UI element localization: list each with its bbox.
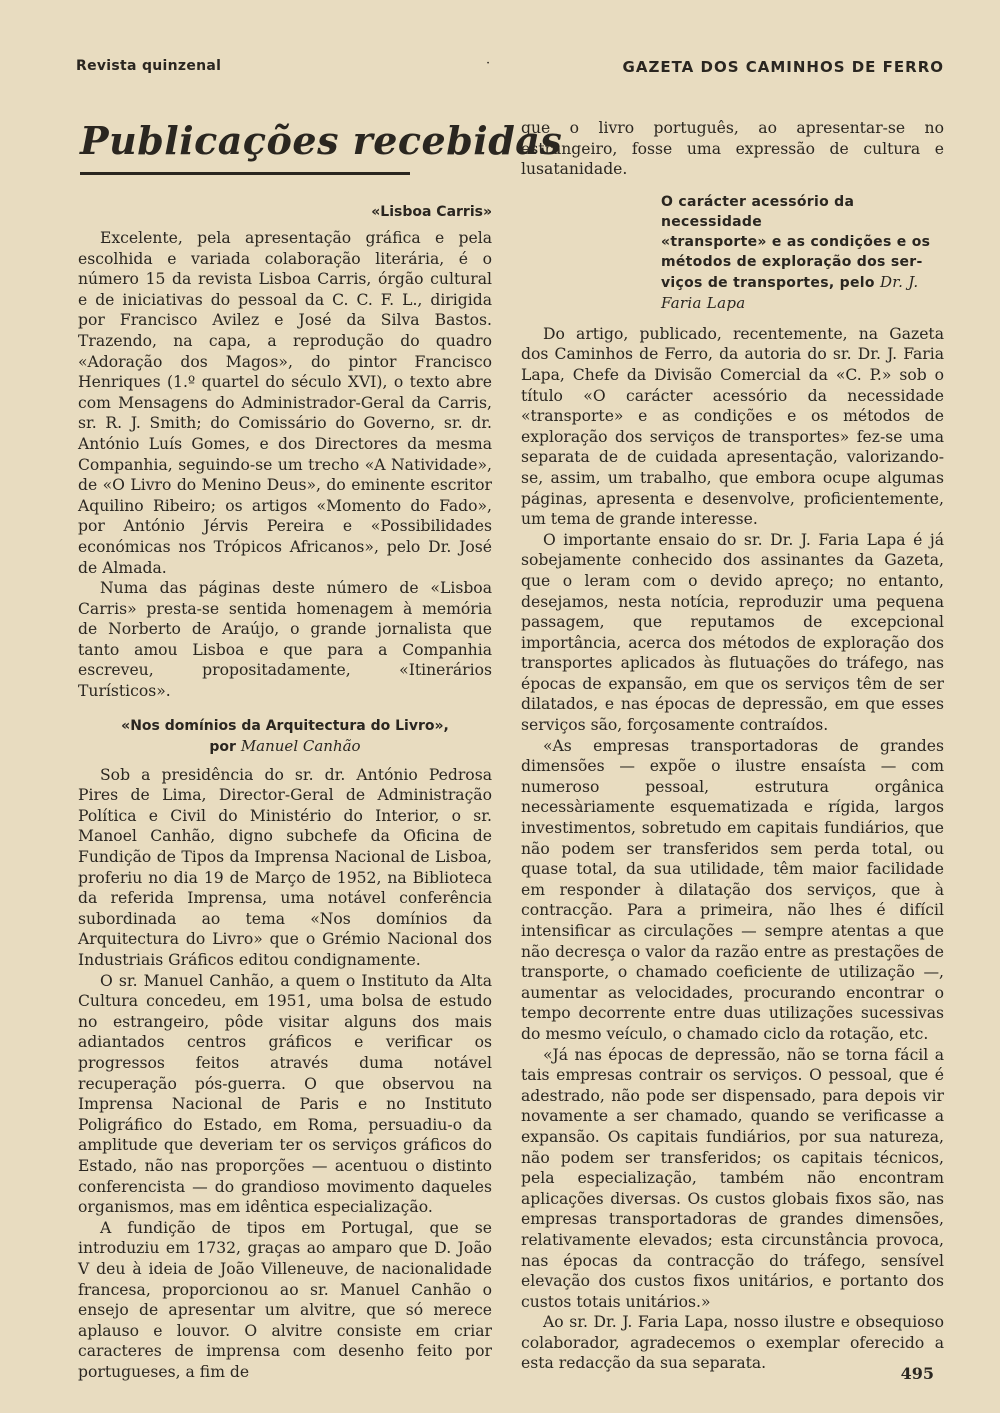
title-underline bbox=[80, 172, 410, 175]
heading-line: O carácter acessório da necessidade bbox=[661, 193, 855, 230]
paragraph: Do artigo, publicado, recentemente, na Gazeta dos Caminhos de Ferro, da autoria do sr. Dr. J. Faria Lapa, Chefe da Divisão Comercial da «C. P.» sob o título «O carácter acessório da necessidade «transporte» e as condições e os métodos de exploração dos serviços de transportes» fez-se uma separata de de cuidada apresentação, valorizando-se, assim, um trabalho, que embora ocupe algumas páginas, apresenta e desenvolve, proficientemente, um tema de grande interesse. bbox=[521, 324, 944, 529]
section-heading-caracter-acessorio bbox=[661, 192, 944, 314]
section-heading-lisboa-carris: «Lisboa Carris» bbox=[371, 204, 492, 220]
page-number: 495 bbox=[900, 1364, 934, 1383]
paragraph: Sob a presidência do sr. dr. António Pedrosa Pires de Lima, Director-Geral de Administração Política e Civil do Ministério do Interior, o sr. Manoel Canhão, digno subchefe da Oficina de Fundição de Tipos da Imprensa Nacional de Lisboa, proferiu no dia 19 de Março de 1952, na Biblioteca da referida Imprensa, uma notável conferência subordinada ao tema «Nos domínios da Arquitectura do Livro» que o Grémio Nacional dos Industriais Gráficos editou condignamente. bbox=[78, 765, 492, 969]
paragraph: O sr. Manuel Canhão, a quem o Instituto da Alta Cultura concedeu, em 1951, uma bolsa de estudo no estrangeiro, pôde visitar alguns dos mais adiantados centros gráficos e verificar os progressos feitos através duma notável recuperação pós-guerra. O que observou na Imprensa Nacional de Paris e no Instituto Poligráfico do Estado, em Roma, persuadiu-o da amplitude que deveriam ter os serviços gráficos do Estado, não nas proporções — acentuou o distinto conferencista — do grandioso movimento daqueles organismos, mas em idêntica especialização. bbox=[78, 971, 492, 1217]
header-separator: · bbox=[486, 56, 491, 71]
heading-line: métodos de exploração dos ser- bbox=[661, 253, 923, 270]
running-header-left: Revista quinzenal bbox=[76, 58, 222, 74]
paragraph: Ao sr. Dr. J. Faria Lapa, nosso ilustre e obsequioso colaborador, agradecemos o exemplar oferecido a esta redacção da sua separata. bbox=[521, 1313, 944, 1373]
heading-by: por bbox=[209, 738, 236, 755]
heading-line: «transporte» e as condições e os bbox=[661, 233, 931, 250]
heading-text: viços de transportes, pelo bbox=[661, 274, 875, 291]
paragraph: O importante ensaio do sr. Dr. J. Faria Lapa é já sobejamente conhecido dos assinantes da Gazeta, que o leram com o devido apreço; no entanto, desejamos, nesta notícia, reproduzir uma pequena passagem, que reputamos de excepcional importância, acerca dos métodos de exploração dos transportes aplicados às flutuações do tráfego, nas épocas de expansão, em que os serviços têm de ser dilatados, e nas épocas de depressão, em que esses serviços são, forçosamente contraídos. bbox=[521, 530, 944, 735]
heading-line bbox=[661, 272, 944, 293]
section-heading-arquitectura-livro bbox=[78, 716, 492, 757]
heading-line bbox=[661, 293, 944, 314]
paragraph-continuation: que o livro português, ao apresentar-se no estrangeiro, fosse uma expressão de cultura e lusatanidade. bbox=[521, 119, 944, 179]
right-column bbox=[521, 118, 944, 1374]
paragraph: Numa das páginas deste número de «Lisboa Carris» presta-se sentida homenagem à memória de Norberto de Araújo, o grande jornalista que tanto amou Lisboa e que para a Companhia escreveu, propositadamente, «Itinerários Turísticos». bbox=[78, 579, 492, 701]
heading-author: Dr. J. bbox=[879, 272, 919, 291]
running-header-right: GAZETA DOS CAMINHOS DE FERRO bbox=[622, 58, 944, 76]
paragraph: «Já nas épocas de depressão, não se torna fácil a tais empresas contrair os serviços. O pessoal, que é adestrado, não pode ser dispensado, para depois vir novamente a ser chamado, quando se verificasse a expansão. Os capitais fundiários, por sua natureza, não podem ser transferidos; os capitais técnicos, pela especialização, também não encontram aplicações diversas. Os custos globais fixos são, nas empresas transportadoras de grandes dimensões, relativamente elevados; esta circunstância provoca, nas épocas da contracção do tráfego, sensível elevação dos custos fixos unitários, e portanto dos custos totais unitários.» bbox=[521, 1045, 944, 1311]
paragraph: A fundição de tipos em Portugal, que se introduziu em 1732, graças ao amparo que D. João V deu à ideia de João Villeneuve, de nacionalidade francesa, proporcionou ao sr. Manuel Canhão o ensejo de apresentar um alvitre, que só merece aplauso e louvor. O alvitre consiste em criar caracteres de imprensa com desenho feito por portugueses, a fim de bbox=[78, 1218, 492, 1381]
left-column bbox=[78, 202, 492, 1382]
heading-byline bbox=[78, 736, 492, 757]
heading-author: Manuel Canhão bbox=[240, 736, 361, 755]
heading-author: Faria Lapa bbox=[661, 293, 746, 312]
page-title: Publicações recebidas bbox=[80, 118, 563, 163]
heading-line: «Nos domínios da Arquitectura do Livro», bbox=[121, 717, 449, 734]
paragraph: Excelente, pela apresentação gráfica e pela escolhida e variada colaboração literária, é o número 15 da revista Lisboa Carris, órgão cultural e de iniciativas do pessoal da C. C. F. L., dirigida por Francisco Avilez e José da Silva Bastos. Trazendo, na capa, a reprodução do quadro «Adoração dos Magos», do pintor Francisco Henriques (1.º quartel do século XVI), o texto abre com Mensagens do Administrador-Geral da Carris, sr. R. J. Smith; do Comissário do Governo, sr. dr. António Luís Gomes, e dos Directores da mesma Companhia, seguindo-se um trecho «A Natividade», de «O Livro do Menino Deus», do eminente escritor Aquilino Ribeiro; os artigos «Momento do Fado», por António Jérvis Pereira e «Possibilidades económicas nos Trópicos Africanos», pelo Dr. José de Almada. bbox=[78, 229, 492, 577]
paragraph: «As empresas transportadoras de grandes dimensões — expõe o ilustre ensaísta — com numeroso pessoal, estrutura orgânica necessàriamente esquematizada e rígida, largos investimentos, sobretudo em capitais fundiários, que não podem ser transferidos sem perda total, ou quase total, da sua utilidade, têm maior facilidade em responder à dilatação dos serviços, que à contracção. Para a primeira, não lhes é difícil intensificar as circulações — sempre atentas a que não decresça o valor da razão entre as prestações de transporte, o chamado coeficiente de utilização —, aumentar as velocidades, procurando encontrar o tempo decorrente entre duas utilizações sucessivas do mesmo veículo, o chamado ciclo da rotação, etc. bbox=[521, 736, 944, 1043]
